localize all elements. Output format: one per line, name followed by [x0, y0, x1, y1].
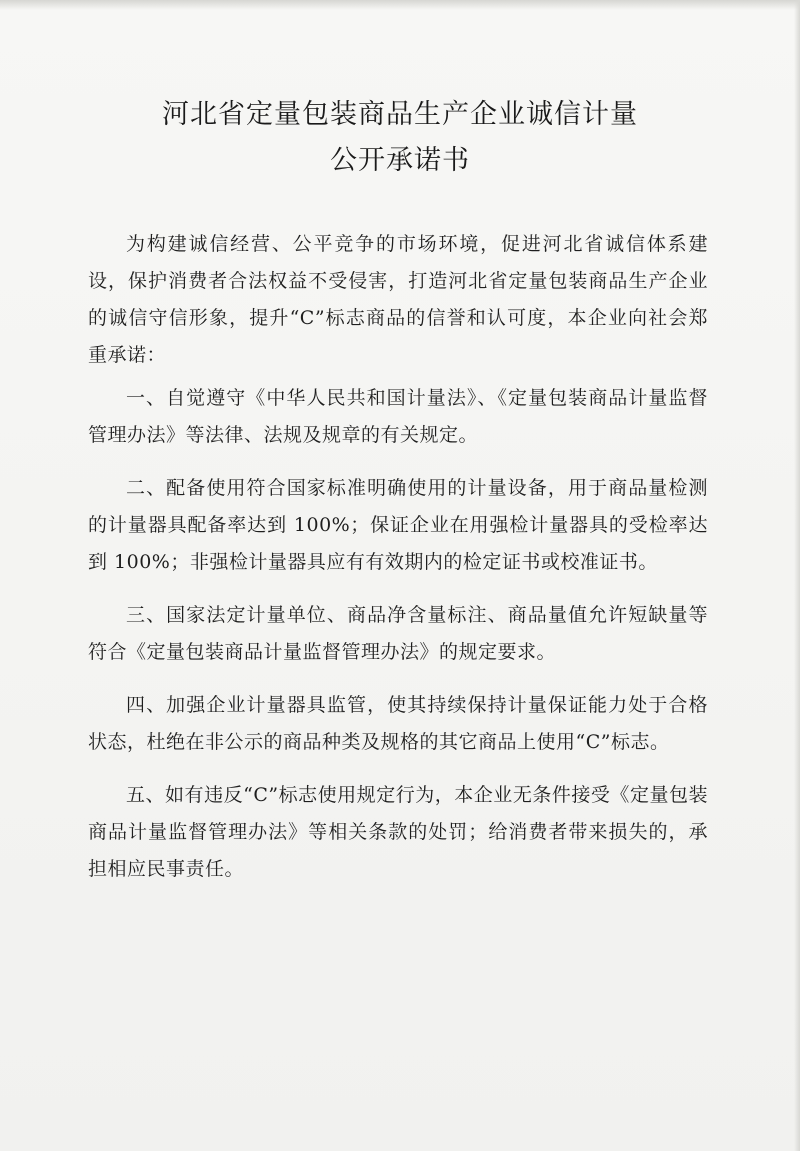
document-body	[88, 226, 708, 904]
intro-paragraph: 为构建诚信经营、公平竞争的市场环境，促进河北省诚信体系建设，保护消费者合法权益不受侵害，打造河北省定量包装商品生产企业的诚信守信形象，提升“C”标志商品的信誉和认可度，本企业向社会郑重承诺：	[88, 233, 708, 366]
commitment-4: 四、加强企业计量器具监管，使其持续保持计量保证能力处于合格状态，杜绝在非公示的商品种类及规格的其它商品上使用“C”标志。	[88, 694, 708, 753]
document-title	[0, 92, 800, 184]
commitment-1: 一、自觉遵守《中华人民共和国计量法》、《定量包装商品计量监督管理办法》等法律、法规及规章的有关规定。	[88, 387, 708, 446]
commitment-3: 三、国家法定计量单位、商品净含量标注、商品量值允许短缺量等符合《定量包装商品计量监督管理办法》的规定要求。	[88, 604, 708, 663]
title-line-2: 公开承诺书	[330, 145, 470, 176]
scan-edge-top	[0, 0, 800, 10]
commitment-2: 二、配备使用符合国家标准明确使用的计量设备，用于商品量检测的计量器具配备率达到 100%；保证企业在用强检计量器具的受检率达到 100%；非强检计量器具应有有效期内的检定证书或校准证书。	[88, 477, 708, 573]
title-line-1: 河北省定量包装商品生产企业诚信计量	[162, 99, 638, 130]
commitment-5: 五、如有违反“C”标志使用规定行为，本企业无条件接受《定量包装商品计量监督管理办法》等相关条款的处罚；给消费者带来损失的，承担相应民事责任。	[88, 784, 708, 880]
